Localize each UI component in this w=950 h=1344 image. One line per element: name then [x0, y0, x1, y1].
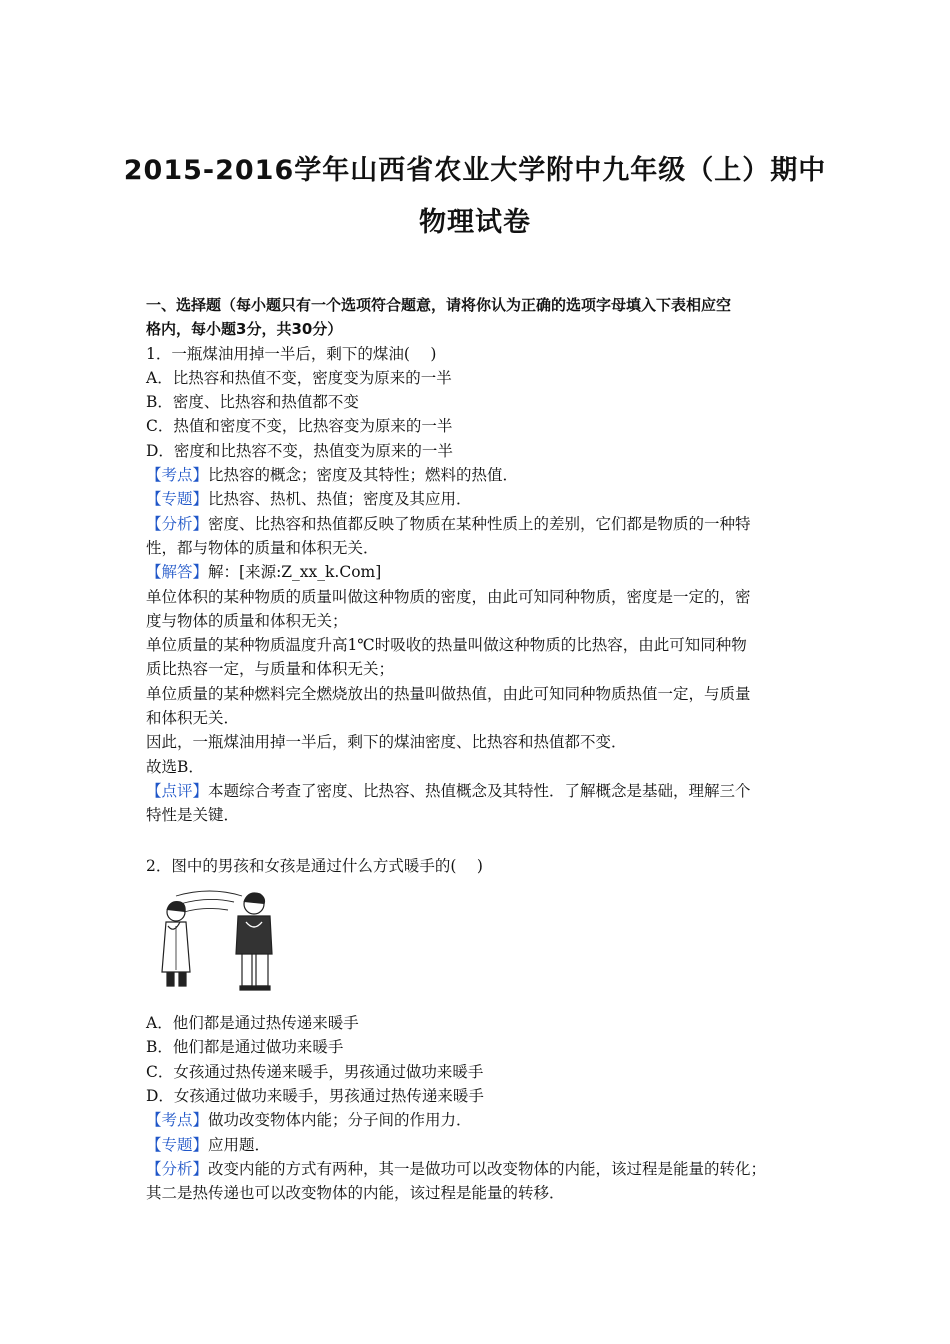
tag-dianping: 【点评】 [146, 781, 209, 800]
q1-body-line: 单位质量的某种燃料完全燃烧放出的热量叫做热值，由此可知同种物质热值一定，与质量 [146, 684, 751, 703]
tag-fenxi: 【分析】 [146, 1159, 209, 1178]
q2-option-a: A．他们都是通过热传递来暖手 [146, 1014, 359, 1033]
boy-girl-illustration [150, 882, 290, 994]
q1-option-d: D．密度和比热容不变，热值变为原来的一半 [146, 441, 453, 460]
girl-arms [168, 922, 180, 929]
q1-dianping-text: 本题综合考查了密度、比热容、热值概念及其特性．了解概念是基础，理解三个 [208, 781, 751, 800]
q1-kaodian-text: 比热容的概念；密度及其特性；燃料的热值． [208, 466, 519, 485]
boy-hair [244, 893, 265, 904]
q1-body-line: 单位体积的某种物质的质量叫做这种物质的密度，由此可知同种物质，密度是一定的，密 [146, 587, 751, 606]
q1-jieda [146, 560, 806, 584]
q1-body-line: 单位质量的某种物质温度升高1℃时吸收的热量叫做这种物质的比热容，由此可知同种物 [146, 636, 747, 655]
q2-fenxi-text: 改变内能的方式有两种，其一是做功可以改变物体的内能，该过程是能量的转化； [208, 1159, 767, 1178]
q2-fenxi [146, 1157, 806, 1181]
page-title-line2: 物理试卷 [419, 207, 531, 238]
q2-zhuanti [146, 1133, 806, 1157]
tag-zhuanti: 【专题】 [146, 490, 209, 509]
q1-option-a: A．比热容和热值不变，密度变为原来的一半 [146, 368, 452, 387]
q2-zhuanti-text: 应用题． [208, 1135, 271, 1154]
q1-option-c: C．热值和密度不变，比热容变为原来的一半 [146, 417, 453, 436]
q1-zhuanti-text: 比热容、热机、热值；密度及其应用． [208, 490, 472, 509]
section-heading-cont: 格内，每小题3分，共30分） [146, 320, 343, 339]
q1-body-line: 因此，一瓶煤油用掉一半后，剩下的煤油密度、比热容和热值都不变． [146, 733, 627, 752]
q2-option-c: C．女孩通过热传递来暖手，男孩通过做功来暖手 [146, 1062, 484, 1081]
q1-option-b: B．密度、比热容和热值都不变 [146, 393, 359, 412]
q1-body-line: 度与物体的质量和体积无关； [146, 611, 348, 630]
q1-fenxi [146, 512, 806, 536]
spacer [146, 828, 806, 854]
q1-body-line: 质比热容一定，与质量和体积无关； [146, 660, 395, 679]
q1-kaodian [146, 463, 806, 487]
tag-jieda: 【解答】 [146, 563, 209, 582]
q1-jieda-text: 解：[来源:Z_xx_k.Com] [208, 563, 382, 582]
q1-zhuanti [146, 487, 806, 511]
tag-kaodian: 【考点】 [146, 466, 209, 485]
q1-fenxi-text: 密度、比热容和热值都反映了物质在某种性质上的差别，它们都是物质的一种特 [208, 514, 751, 533]
boy-jacket [236, 916, 272, 954]
q2-stem: 2．图中的男孩和女孩是通过什么方式暖手的( ) [146, 856, 483, 875]
q2-option-b: B．他们都是通过做功来暖手 [146, 1038, 344, 1057]
q1-dianping [146, 779, 806, 803]
boy-legs [242, 954, 268, 986]
tag-fenxi: 【分析】 [146, 514, 209, 533]
q2-fenxi-cont: 其二是热传递也可以改变物体的内能，该过程是能量的转移． [146, 1184, 565, 1203]
tag-kaodian: 【考点】 [146, 1111, 209, 1130]
q2-kaodian-text: 做功改变物体内能；分子间的作用力． [208, 1111, 472, 1130]
q2-kaodian [146, 1108, 806, 1132]
q1-stem: 1．一瓶煤油用掉一半后，剩下的煤油( ) [146, 344, 437, 363]
breath-lines [176, 891, 242, 912]
tag-zhuanti: 【专题】 [146, 1135, 209, 1154]
q2-option-d: D．女孩通过做功来暖手，男孩通过热传递来暖手 [146, 1087, 484, 1106]
q1-fenxi-cont: 性，都与物体的质量和体积无关． [146, 538, 379, 557]
girl-hair [167, 901, 185, 911]
girl-boots [167, 972, 186, 986]
q1-dianping-cont: 特性是关键． [146, 806, 240, 825]
document-body [146, 293, 806, 1206]
q1-body-line: 和体积无关． [146, 709, 240, 728]
section-heading: 一、选择题（每小题只有一个选项符合题意，请将你认为正确的选项字母填入下表相应空 [146, 296, 732, 314]
page-title-line1: 2015-2016学年山西省农业大学附中九年级（上）期中 [123, 155, 827, 186]
boy-shoes [240, 986, 270, 990]
q1-answer: 故选B． [146, 757, 204, 776]
